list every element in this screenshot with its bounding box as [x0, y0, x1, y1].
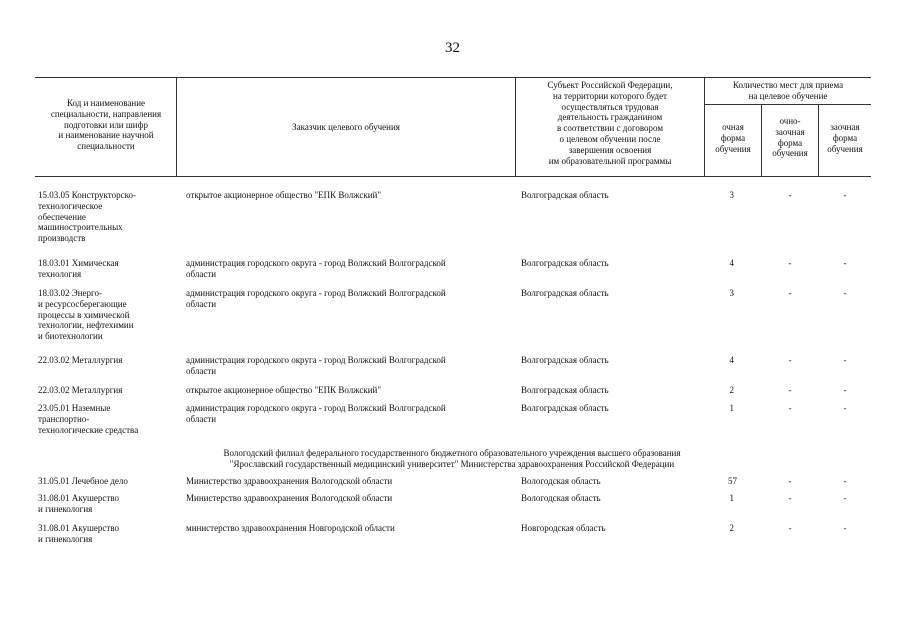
row-9-region: Новгородская область [521, 523, 606, 533]
row-5-customer: открытое акционерное общество "ЕПК Волжский" [186, 385, 382, 395]
row-5-region: Волгоградская область [521, 385, 609, 395]
row-5-part-time: - [788, 385, 792, 395]
row-6-extramural: - [843, 403, 847, 413]
row-2-extramural: - [843, 258, 847, 268]
row-1-full-time: 3 [729, 190, 734, 200]
row-5-specialty: 22.03.02 Металлургия [38, 385, 123, 395]
row-8-full-time: 1 [729, 493, 734, 503]
header-specialty: Код и наименование специальности, направления подготовки или шифр и наименование научной специальности [50, 98, 162, 152]
row-7-full-time: 57 [728, 476, 737, 486]
header-full-time: очная форма обучения [715, 122, 751, 154]
row-2-part-time: - [788, 258, 792, 268]
row-8-specialty: 31.08.01 Акушерство и гинекология [38, 493, 120, 514]
row-3-part-time: - [788, 288, 792, 298]
row-1-specialty: 15.03.05 Конструкторско- технологическое обеспечение машиностроительных производств [38, 190, 137, 244]
header-top-border [35, 77, 871, 78]
row-9-full-time: 2 [729, 523, 734, 533]
row-6-region: Волгоградская область [521, 403, 609, 413]
row-3-region: Волгоградская область [521, 288, 609, 298]
row-6-part-time: - [788, 403, 792, 413]
header-part-time: очно- заочная форма обучения [772, 116, 808, 159]
row-3-specialty: 18.03.02 Энерго- и ресурсосберегающие процессы в химической технологии, нефтехимии и биотехнологии [38, 288, 134, 342]
row-7-region: Вологодская область [521, 476, 601, 486]
row-6-full-time: 1 [729, 403, 734, 413]
row-8-extramural: - [843, 493, 847, 503]
row-5-full-time: 2 [729, 385, 734, 395]
row-4-extramural: - [843, 355, 847, 365]
header-region: Субъект Российской Федерации, на территории которого будет осуществляться трудовая деятельность гражданином в соответствии с договором о целевом обучении после завершения освоения им образовательной программы [547, 80, 673, 166]
row-6-specialty: 23.05.01 Наземные транспортно- технологические средства [38, 403, 139, 435]
row-3-customer: администрация городского округа - город Волжский Волгоградской области [186, 288, 446, 309]
header-group-border [704, 104, 871, 105]
row-2-region: Волгоградская область [521, 258, 609, 268]
header-places-group: Количество мест для приема на целевое обучение [732, 80, 844, 101]
row-6-customer: администрация городского округа - город Волжский Волгоградской области [186, 403, 446, 424]
row-2-customer: администрация городского округа - город Волжский Волгоградской области [186, 258, 446, 279]
row-7-customer: Министерство здравоохранения Вологодской области [186, 476, 393, 486]
row-1-extramural: - [843, 190, 847, 200]
row-9-part-time: - [788, 523, 792, 533]
page-number: 32 [445, 40, 460, 56]
row-1-region: Волгоградская область [521, 190, 609, 200]
row-4-part-time: - [788, 355, 792, 365]
row-9-extramural: - [843, 523, 847, 533]
row-3-extramural: - [843, 288, 847, 298]
row-8-region: Вологодская область [521, 493, 601, 503]
row-4-full-time: 4 [729, 355, 734, 365]
row-7-extramural: - [843, 476, 847, 486]
header-bottom-border [35, 176, 871, 177]
row-2-full-time: 4 [729, 258, 734, 268]
header-extramural: заочная форма обучения [827, 122, 863, 154]
row-7-part-time: - [788, 476, 792, 486]
row-3-full-time: 3 [729, 288, 734, 298]
row-2-specialty: 18.03.01 Химическая технология [38, 258, 119, 279]
row-9-customer: министерство здравоохранения Новгородской области [186, 523, 395, 533]
row-1-customer: открытое акционерное общество "ЕПК Волжский" [186, 190, 382, 200]
row-8-part-time: - [788, 493, 792, 503]
row-4-specialty: 22.03.02 Металлургия [38, 355, 123, 365]
row-4-customer: администрация городского округа - город Волжский Волгоградской области [186, 355, 446, 376]
row-1-part-time: - [788, 190, 792, 200]
header-customer: Заказчик целевого обучения [292, 122, 400, 132]
row-9-specialty: 31.08.01 Акушерство и гинекология [38, 523, 120, 544]
row-8-customer: Министерство здравоохранения Вологодской области [186, 493, 393, 503]
row-5-extramural: - [843, 385, 847, 395]
section-title: Вологодский филиал федерального государственного бюджетного образовательного учреждения высшего образования "Ярославский государственный медицинский университет" Министерства здравоохранения Российской Федерации [223, 448, 681, 469]
row-7-specialty: 31.05.01 Лечебное дело [38, 476, 128, 486]
row-4-region: Волгоградская область [521, 355, 609, 365]
